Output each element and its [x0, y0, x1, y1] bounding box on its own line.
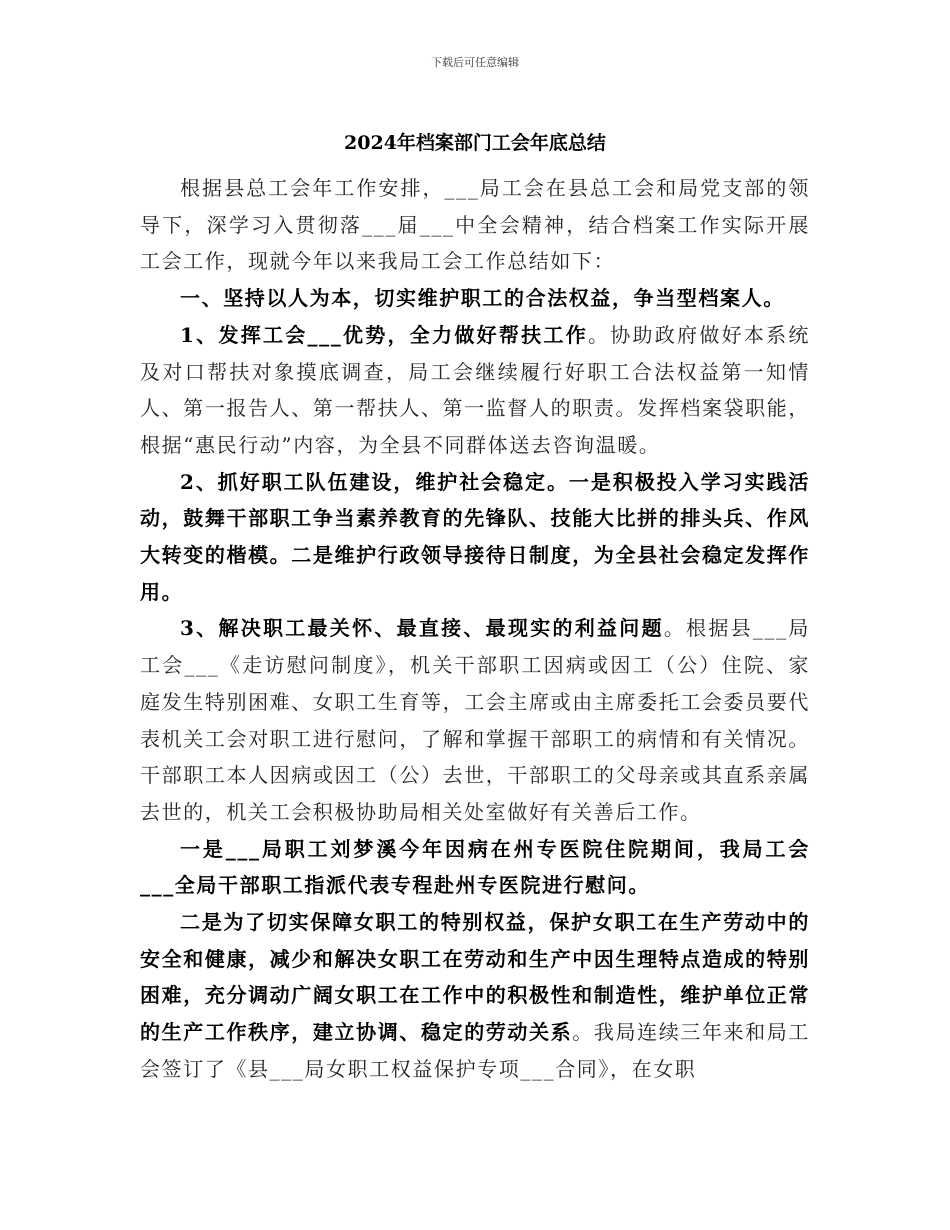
document-title: 2024年档案部门工会年底总结: [344, 132, 606, 154]
second-case-text: 。我局连续三年来和局工会签订了《县___局女职工权益保护专项___合同》，在女职: [140, 1020, 810, 1081]
paragraph-second-case: [140, 904, 810, 1088]
paragraph-intro: 根据县总工会年工作安排，___局工会在县总工会和局党支部的领导下，深学习入贯彻落___届___中全会精神，结合档案工作实际开展工会工作，现就今年以来我局工会工作总结如下：: [140, 176, 810, 274]
paragraph-item-1: [140, 317, 810, 464]
item-3-heading: 3、解决职工最关怀、最直接、最现实的利益问题: [180, 616, 664, 641]
item-1-text: 。协助政府做好本系统及对口帮扶对象摸底调查，局工会继续履行好职工合法权益第一知情人、第一报告人、第一帮扶人、第一监督人的职责。发挥档案袋职能，根据“惠民行动”内容，为全县不同群体送去咨询温暖。: [140, 322, 810, 457]
item-1-heading: 1、发挥工会___优势，全力做好帮扶工作: [180, 322, 588, 347]
header-note: 下载后可任意编辑: [431, 56, 519, 69]
paragraph-item-2: 2、抓好职工队伍建设，维护社会稳定。一是积极投入学习实践活动，鼓舞干部职工争当素养教育的先锋队、技能大比拼的排头兵、作风大转变的楷模。二是维护行政领导接待日制度，为全县社会稳定发挥作用。: [140, 469, 810, 604]
paragraph-item-3: [140, 610, 810, 830]
document-body: [140, 170, 810, 1088]
section-heading-1: 一、坚持以人为本，切实维护职工的合法权益，争当型档案人。: [180, 286, 785, 311]
paragraph-first-case: 一是___局职工刘梦溪今年因病在州专医院住院期间，我局工会___全局干部职工指派代表专程赴州专医院进行慰问。: [140, 836, 810, 898]
item-3-text: 。根据县___局工会___《走访慰问制度》，机关干部职工因病或因工（公）住院、家庭发生特别困难、女职工生育等，工会主席或由主席委托工会委员要代表机关工会对职工进行慰问，了解和掌握干部职工的病情和有关情况。干部职工本人因病或因工（公）去世，干部职工的父母亲或其直系亲属去世的，机关工会积极协助局相关处室做好有关善后工作。: [140, 616, 810, 824]
second-case-heading: 二是为了切实保障女职工的特别权益，保护女职工在生产劳动中的安全和健康，减少和解决女职工在劳动和生产中因生理特点造成的特别困难，充分调动广阔女职工在工作中的积极性和制造性，维护单位正常的生产工作秩序，建立协调、稳定的劳动关系: [140, 910, 810, 1045]
